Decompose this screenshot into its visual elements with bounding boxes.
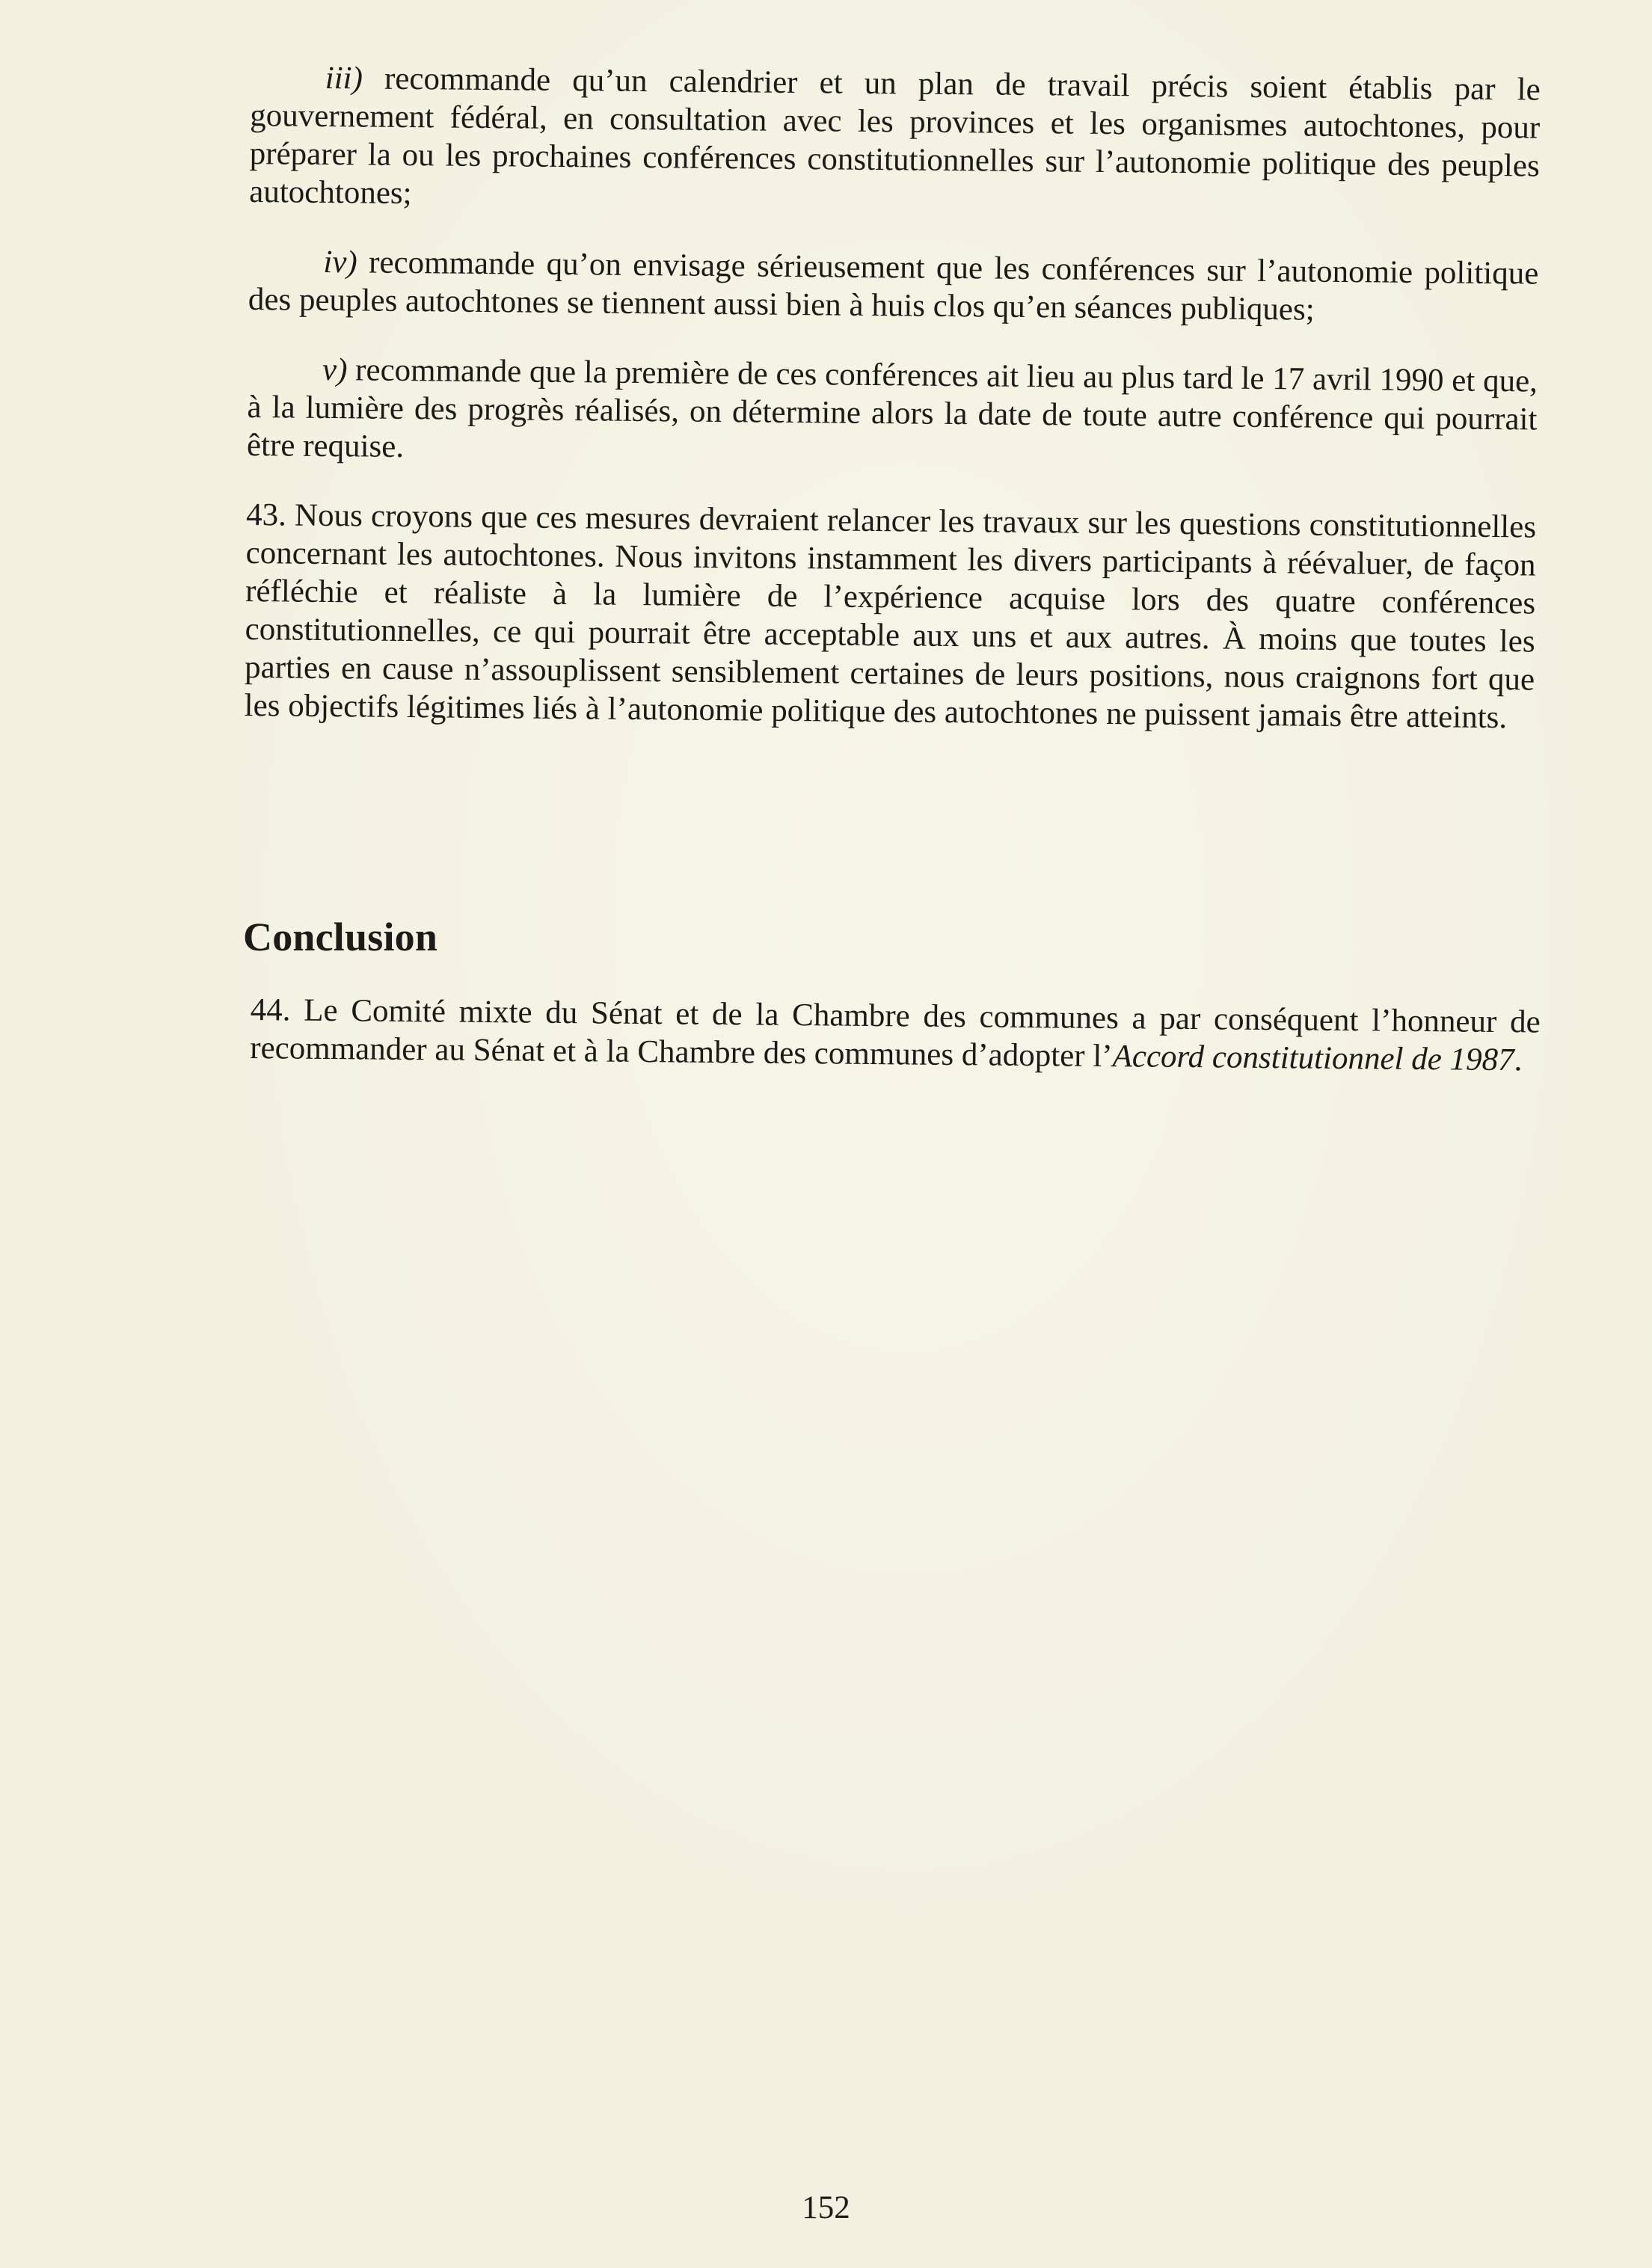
recommendation-iv (248, 242, 1539, 331)
paragraph-43 (244, 496, 1536, 737)
conclusion-block (250, 991, 1541, 1111)
paragraph-number: 44. (250, 992, 291, 1028)
recommendation-marker: iii) (325, 60, 363, 96)
recommendation-text: recommande que la première de ces conférences ait lieu au plus tard le 17 avril 1990 et que, à la lumière des progrès réalisés, on détermine alors la date de toute autre conférence qui pourrait être requise. (246, 352, 1538, 464)
recommendations-block (244, 58, 1541, 769)
recommendation-marker: iv) (323, 244, 357, 280)
paragraph-end: . (1514, 1042, 1523, 1078)
recommendation-text: recommande qu’un calendrier et un plan de travail précis soient établis par le gouvernement fédéral, en consultation avec les provinces et les organismes autochtones, pour préparer la ou les prochaines conférences constitutionnelles sur l’autonomie politique des peuples autochtones; (249, 61, 1541, 212)
recommendation-text: recommande qu’on envisage sérieusement que les conférences sur l’autonomie politique des peuples autochtones se tiennent aussi bien à huis clos qu’en séances publiques; (248, 245, 1539, 328)
paragraph-text: Nous croyons que ces mesures devraient relancer les travaux sur les questions constitutionnelles concernant les autochtones. Nous invitons instamment les divers participants à réévaluer, de façon réfléchie et réaliste à la lumière de l’expérience acquise lors des quatre conférences constitutionnelles, ce qui pourrait être acceptable aux uns et aux autres. À moins que toutes les parties en cause n’assouplissent sensiblement certaines de leurs positions, nous craignons fort que les objectifs légitimes liés à l’autonomie politique des autochtones ne puissent jamais être atteints. (244, 497, 1537, 736)
recommendation-marker: v) (322, 351, 348, 388)
recommendation-iii (249, 58, 1541, 224)
page-number: 152 (802, 2190, 850, 2225)
accord-title: Accord constitutionnel de 1987 (1112, 1039, 1514, 1078)
paragraph-44 (250, 991, 1541, 1080)
section-heading-conclusion: Conclusion (243, 915, 438, 959)
paragraph-number: 43. (245, 497, 287, 533)
paragraph-text: Le Comité mixte du Sénat et de la Chambre des communes a par conséquent l’honneur de recommander au Sénat et à la Chambre des communes d’adopter l’ (250, 992, 1541, 1075)
recommendation-v (247, 350, 1538, 477)
